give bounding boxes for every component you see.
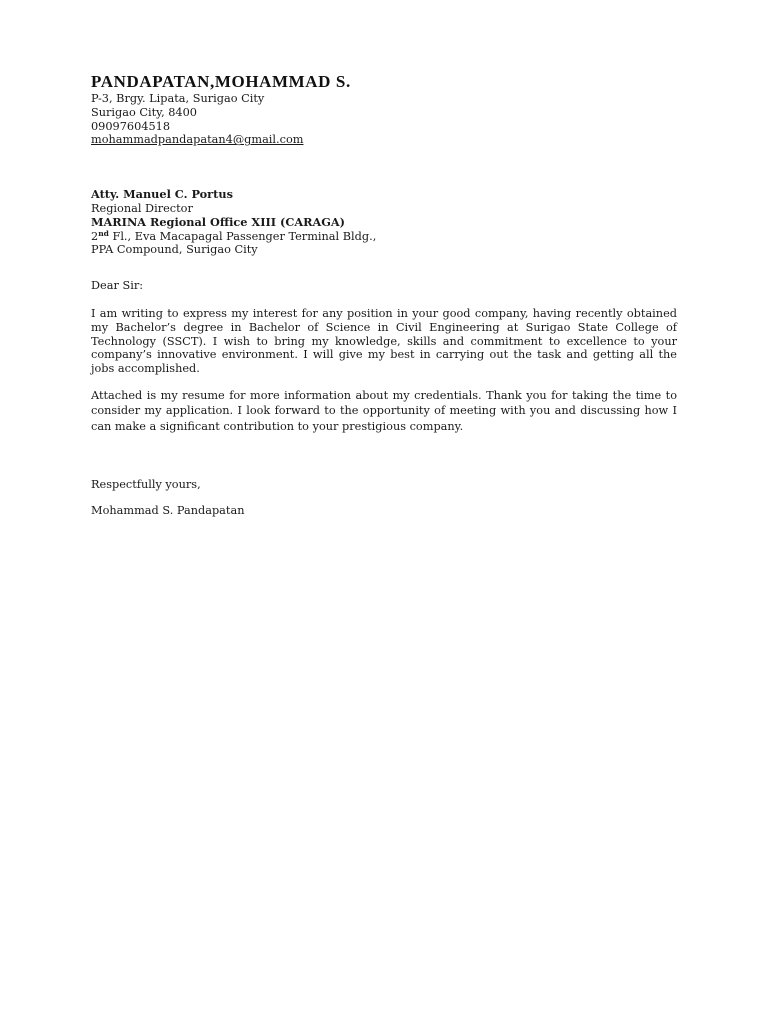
salutation: Dear Sir: (91, 279, 144, 293)
paragraph-1: I am writing to express my interest for any position in your good company, having recently obtained my Bachelor’s degree in Bachelor of Science in Civil Engineering at Surigao State College of Technology (SSCT). I wish to bring my knowledge, skills and commitment to excellence to your company’s innovative environment. I will give my best in carrying out the task and getting all the jobs accomplished. (91, 306, 677, 376)
recipient-address-line1 (91, 230, 677, 244)
recipient-name: Atty. Manuel C. Portus (91, 187, 233, 202)
signature-name: Mohammad S. Pandapatan (91, 504, 245, 518)
closing: Respectfully yours, (91, 478, 201, 492)
sender-address-line1: P-3, Brgy. Lipata, Surigao City (91, 92, 265, 105)
sender-name: PANDAPATAN,MOHAMMAD S. (91, 72, 351, 91)
sender-email-link[interactable]: mohammadpandapatan4@gmail.com (91, 133, 304, 147)
paragraph-2: Attached is my resume for more information about my credentials. Thank you for taking the time to consider my application. I look forward to the opportunity of meeting with you and discussing how I can make a significant contribution to your prestigious company. (91, 388, 677, 433)
recipient-address-line1-rest: Fl., Eva Macapagal Passenger Terminal Bldg., (108, 229, 377, 243)
recipient-title: Regional Director (91, 201, 193, 215)
sender-block (91, 92, 677, 147)
floor-suffix: nd (98, 228, 109, 238)
recipient-office: MARINA Regional Office XIII (CARAGA) (91, 214, 345, 229)
sender-phone: 09097604518 (91, 119, 171, 133)
recipient-address-line2: PPA Compound, Surigao City (91, 243, 258, 257)
recipient-block (91, 188, 677, 257)
floor-number: 2 (91, 229, 99, 243)
letter-body (91, 72, 677, 518)
sender-address-line2: Surigao City, 8400 (91, 105, 197, 119)
